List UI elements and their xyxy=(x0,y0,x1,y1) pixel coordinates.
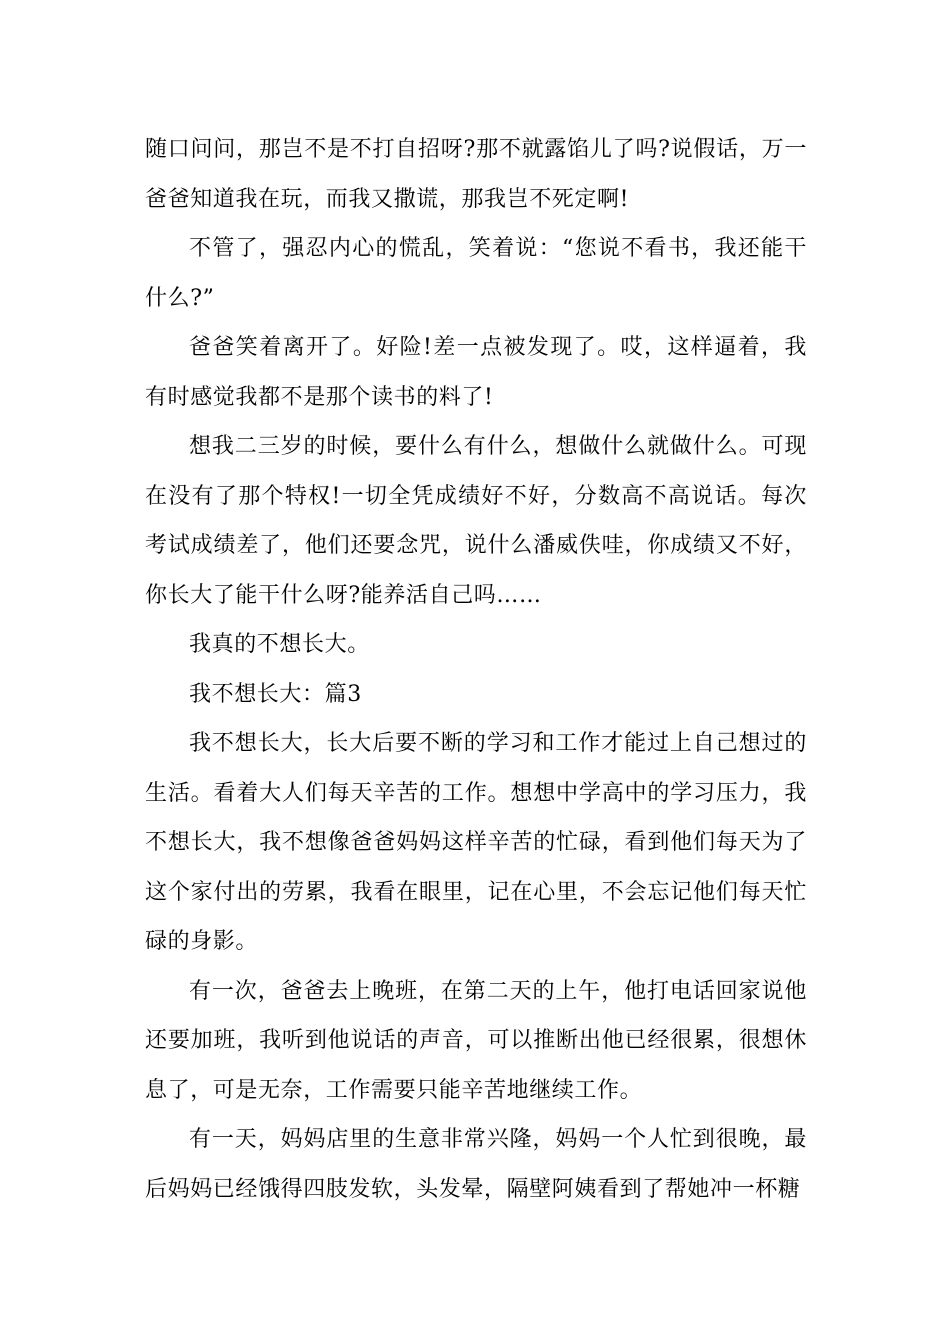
document-body xyxy=(145,125,807,1214)
section-heading: 我不想长大：篇3 xyxy=(189,681,362,707)
paragraph-1: 随口问问，那岂不是不打自招呀?那不就露馅儿了吗?说假话，万一爸爸知道我在玩，而我又撒谎，那我岂不死定啊! xyxy=(145,137,807,212)
paragraph-6: 我不想长大，长大后要不断的学习和工作才能过上自己想过的生活。看着大人们每天辛苦的工作。想想中学高中的学习压力，我不想长大，我不想像爸爸妈妈这样辛苦的忙碌，看到他们每天为了这个家付出的劳累，我看在眼里，记在心里，不会忘记他们每天忙碌的身影。 xyxy=(145,731,807,954)
paragraph-5: 我真的不想长大。 xyxy=(189,632,370,657)
paragraph-2: 不管了，强忍内心的慌乱，笑着说：“您说不看书，我还能干什么?” xyxy=(145,236,807,311)
paragraph-7: 有一次，爸爸去上晚班，在第二天的上午，他打电话回家说他还要加班，我听到他说话的声音，可以推断出他已经很累，很想休息了，可是无奈，工作需要只能辛苦地继续工作。 xyxy=(145,978,807,1103)
paragraph-4: 想我二三岁的时候，要什么有什么，想做什么就做什么。可现在没有了那个特权!一切全凭成绩好不好，分数高不高说话。每次考试成绩差了，他们还要念咒，说什么潘威佚哇，你成绩又不好，你长大了能干什么呀?能养活自己吗…… xyxy=(145,434,807,608)
paragraph-3: 爸爸笑着离开了。好险!差一点被发现了。哎，这样逼着，我有时感觉我都不是那个读书的料了! xyxy=(145,335,807,410)
paragraph-8: 有一天，妈妈店里的生意非常兴隆，妈妈一个人忙到很晚，最后妈妈已经饿得四肢发软，头发晕，隔壁阿姨看到了帮她冲一杯糖 xyxy=(145,1127,807,1202)
